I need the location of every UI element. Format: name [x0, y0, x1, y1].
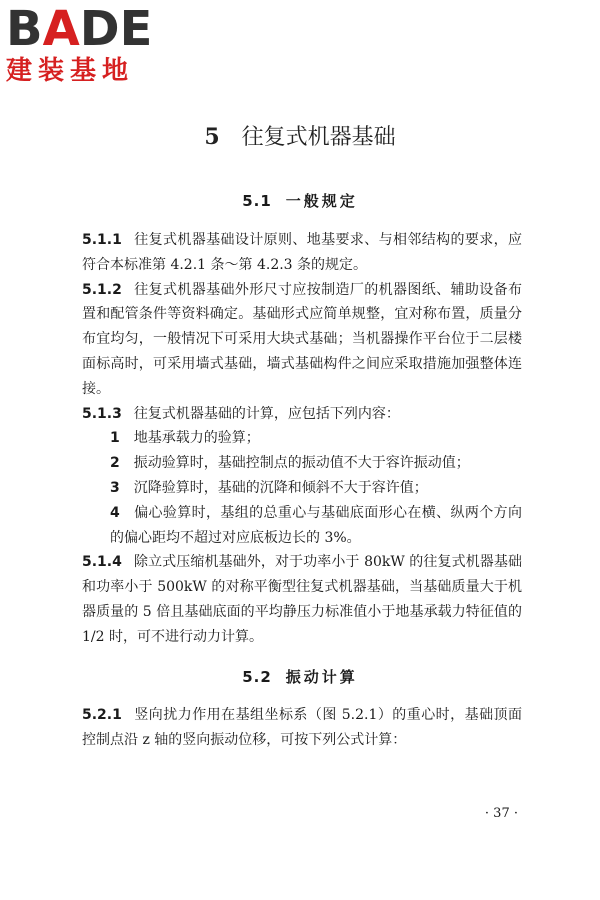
list-item: 2 振动验算时，基础控制点的振动值不大于容许振动值；	[110, 455, 470, 472]
list-item: 3 沉降验算时，基础的沉降和倾斜不大于容许值；	[110, 479, 428, 496]
list-item: 4 偏心验算时，基组的总重心与基础底面形心在横、纵两个方向的偏心距均不超过对应底板边长的 3%。	[110, 504, 522, 546]
clause-5-1-3: 5.1.3 往复式机器基础的计算，应包括下列内容：	[82, 405, 400, 422]
section-number: 5.1	[242, 192, 272, 210]
section-5-2-body	[82, 703, 522, 753]
section-5-1-body	[82, 228, 522, 650]
section-title-text: 一般规定	[285, 192, 358, 210]
section-number: 5.2	[242, 668, 272, 686]
section-title-5-1	[0, 190, 600, 211]
logo	[6, 1, 176, 88]
clause-5-2-1: 5.2.1 竖向扰力作用在基组坐标系（图 5.2.1）的重心时，基础顶面控制点沿 z 轴的竖向振动位移，可按下列公式计算：	[82, 707, 522, 748]
clause-5-1-4: 5.1.4 除立式压缩机基础外，对于功率小于 80kW 的往复式机器基础和功率小于 500kW 的对称平衡型往复式机器基础，当基础质量大于机器质量的 5 倍且基础底面的平均静压力标准值小于地基承载力特征值的 1/2 时，可不进行动力计算。	[82, 554, 522, 645]
list-item: 1 地基承载力的验算；	[110, 430, 260, 447]
chapter-number: 5	[204, 124, 220, 150]
section-title-5-2	[0, 666, 600, 687]
clause-5-1-2: 5.1.2 往复式机器基础外形尺寸应按制造厂的机器图纸、辅助设备布置和配管条件等资料确定。基础形式应简单规整，宜对称布置，质量分布宜均匀，一般情况下可采用大块式基础；当机器操作平台位于二层楼面标高时，可采用墙式基础，墙式基础构件之间应采取措施加强整体连接。	[82, 281, 522, 397]
logo-wordmark: BADE	[6, 1, 153, 57]
page-number: · 37 ·	[484, 806, 518, 821]
chapter-title-text: 往复式机器基础	[241, 125, 396, 150]
logo-subtitle: 建装基地	[6, 56, 135, 86]
chapter-title	[0, 120, 600, 151]
clause-5-1-1: 5.1.1 往复式机器基础设计原则、地基要求、与相邻结构的要求，应符合本标准第 4.2.1 条～第 4.2.3 条的规定。	[82, 232, 522, 273]
section-title-text: 振动计算	[285, 668, 358, 686]
